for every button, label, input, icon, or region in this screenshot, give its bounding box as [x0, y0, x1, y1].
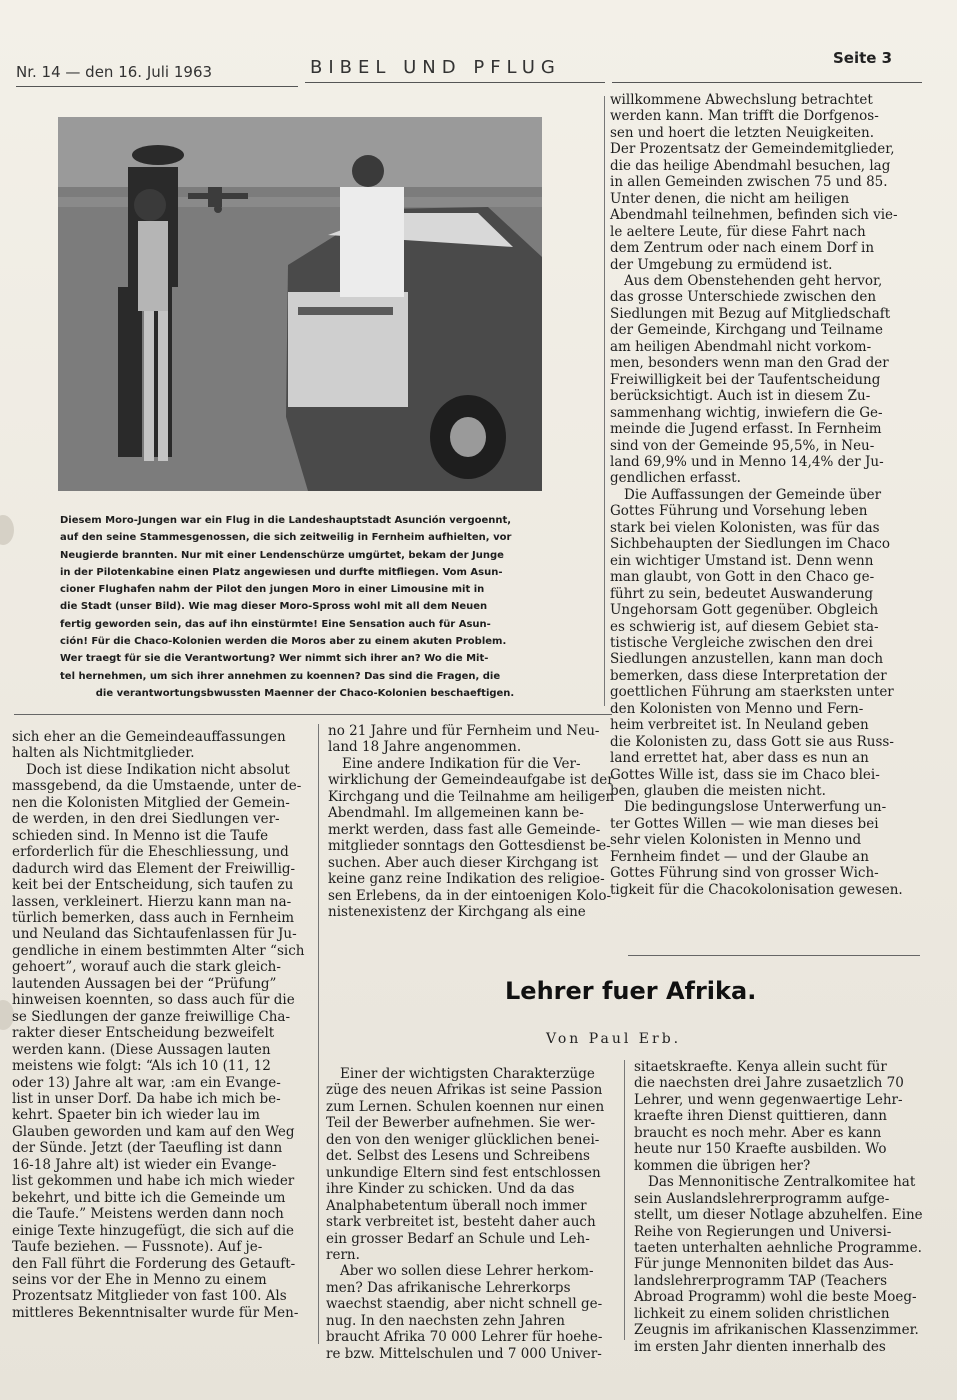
text-line: sich eher an die Gemeindeauffassungen: [12, 729, 286, 745]
text-line: rakter dieser Entscheidung bezweifelt: [12, 1025, 275, 1042]
text-line: Analphabetentum überall noch immer: [326, 1197, 587, 1214]
text-line: und Neuland das Sichtaufenlassen für Ju-: [12, 926, 297, 943]
text-line: Freiwilligkeit bei der Taufentscheidung: [610, 371, 881, 388]
article1-column-left: [12, 729, 310, 1321]
text-line: einige Texte hinzugefügt, die sich auf die: [12, 1222, 295, 1239]
text-line: Die bedingungslose Unterwerfung un-: [624, 799, 887, 816]
text-line: land errettet hat, aber dass es nun an: [610, 750, 869, 767]
text-line: lautenden Aussagen bei der “Prüfung”: [12, 975, 277, 992]
text-line: Gottes Wille ist, dass sie im Chaco blei-: [610, 766, 880, 783]
text-line: die das heilige Abendmahl besuchen, lag: [610, 157, 891, 174]
text-line: sehr vielen Kolonisten in Menno und: [610, 832, 862, 849]
text-line: 16-18 Jahre alt) ist wieder ein Evange-: [12, 1156, 277, 1173]
text-line: Der Prozentsatz der Gemeindemitglieder,: [610, 141, 895, 158]
text-line: Einer der wichtigsten Charakterzüge: [340, 1066, 595, 1082]
text-line: nen die Kolonisten Mitglied der Gemein-: [12, 794, 290, 811]
text-line: wirklichung der Gemeindeaufgabe ist der: [328, 772, 614, 789]
text-line: hinweisen koennten, so dass auch für die: [12, 992, 295, 1009]
article2-column-middle: [326, 1066, 614, 1362]
text-line: sen und hoert die letzten Neuigkeiten.: [610, 124, 875, 141]
text-line: in allen Gemeinden zwischen 75 und 85.: [610, 174, 888, 191]
text-line: Zeugnis im afrikanischen Klassenzimmer.: [634, 1322, 919, 1339]
caption-line: ción! Für die Chaco-Kolonien werden die Moros aber zu einem akuten Problem.: [60, 636, 507, 648]
text-line: tistische Vergleiche zwischen den drei: [610, 634, 873, 651]
issue-date: Nr. 14 — den 16. Juli 1963: [16, 63, 213, 81]
text-line: gendliche in einem bestimmten Alter “sich: [12, 942, 305, 959]
text-line: unkundige Eltern sind fest entschlossen: [326, 1164, 601, 1181]
text-line: sen Erlebens, da in der eintoenigen Kolo-: [328, 887, 612, 904]
text-line: gendlichen erfasst.: [610, 470, 741, 487]
text-line: willkommene Abwechslung betrachtet: [610, 92, 873, 108]
text-line: im ersten Jahr dienten innerhalb des: [634, 1338, 886, 1355]
text-line: men, besonders wenn man den Grad der: [610, 355, 889, 372]
text-line: die naechsten drei Jahre zusaetzlich 70: [634, 1075, 904, 1092]
text-line: keit bei der Entscheidung, sich taufen zu: [12, 877, 294, 894]
text-line: stark bei vielen Kolonisten, was für das: [610, 519, 880, 536]
text-line: suchen. Aber auch dieser Kirchgang ist: [328, 854, 599, 871]
caption-line: in der Pilotenkabine einen Platz angewiesen und durfte mitfliegen. Vom Asun-: [60, 566, 503, 578]
text-line: Aber wo sollen diese Lehrer herkom-: [340, 1263, 594, 1280]
text-line: Doch ist diese Indikation nicht absolut: [26, 761, 290, 778]
text-line: berücksichtigt. Auch ist in diesem Zu-: [610, 388, 871, 405]
text-line: bekehrt, und bitte ich die Gemeinde um: [12, 1189, 286, 1206]
text-line: land 18 Jahre angenommen.: [328, 739, 522, 756]
caption-separator-rule: [14, 714, 612, 715]
text-line: massgebend, da die Umstaende, unter de-: [12, 778, 302, 795]
caption-line: die Stadt (unser Bild). Wie mag dieser Moro-Spross wohl mit all dem Neuen: [60, 601, 488, 613]
text-line: ein grosser Bedarf an Schule und Leh-: [326, 1230, 590, 1247]
text-line: sitaetskraefte. Kenya allein sucht für: [634, 1059, 887, 1075]
text-line: bemerken, dass diese Interpretation der: [610, 667, 887, 684]
text-line: Abendmahl. Im allgemeinen kann be-: [328, 805, 584, 822]
text-line: stellt, um dieser Notlage abzuhelfen. Eine: [634, 1207, 923, 1224]
text-line: Ungehorsam Gott gegenüber. Obgleich: [610, 602, 879, 619]
text-line: Reihe von Regierungen und Universi-: [634, 1223, 892, 1240]
text-line: Taufe beziehen. — Fussnote). Auf je-: [12, 1239, 263, 1256]
text-line: Siedlungen mit Bezug auf Mitgliedschaft: [610, 305, 891, 322]
text-line: taeten unterhalten aehnliche Programme.: [634, 1239, 922, 1256]
article-title: Lehrer fuer Afrika.: [505, 977, 757, 1005]
text-line: Gottes Führung und Vorsehung leben: [610, 503, 868, 520]
text-line: Teil der Bewerber aufnehmen. Sie wer-: [326, 1115, 596, 1132]
text-line: land 69,9% und in Menno 14,4% der Ju-: [610, 453, 884, 470]
text-line: Prozentsatz Mitglieder von fast 100. Als: [12, 1288, 287, 1305]
text-line: kehrt. Spaeter bin ich wieder lau im: [12, 1107, 260, 1124]
text-line: gehoert”, worauf auch die stark gleich-: [12, 959, 281, 976]
caption-line: Diesem Moro-Jungen war ein Flug in die Landeshauptstadt Asunción vergoennt,: [60, 515, 512, 526]
text-line: kraefte ihren Dienst quittieren, dann: [634, 1108, 887, 1125]
text-line: Siedlungen anzustellen, kann man doch: [610, 651, 884, 668]
text-line: Abroad Programm) wohl die beste Moeg-: [634, 1289, 917, 1306]
text-line: mitglieder sonntags den Gottesdienst be-: [328, 838, 611, 855]
text-line: meistens wie folgt: “Als ich 10 (11, 12: [12, 1058, 271, 1075]
newspaper-title: BIBEL UND PFLUG: [310, 57, 561, 78]
text-line: schieden sind. In Menno ist die Taufe: [12, 827, 269, 844]
text-line: Aus dem Obenstehenden geht hervor,: [624, 272, 883, 289]
text-line: erforderlich für die Eheschliessung, und: [12, 844, 289, 861]
article-separator-rule: [628, 955, 920, 956]
photo-caption: [60, 512, 550, 702]
header-rule-center: [305, 82, 605, 83]
text-line: den von den weniger glücklichen benei-: [326, 1131, 600, 1148]
text-line: führt zu sein, bedeutet Auswanderung: [610, 585, 874, 602]
text-line: ein wichtiger Umstand ist. Denn wenn: [610, 552, 874, 569]
text-line: dem Zentrum oder nach einem Dorf in: [610, 240, 875, 257]
text-line: am heiligen Abendmahl nicht vorkom-: [610, 338, 872, 355]
text-line: der Sünde. Jetzt (der Taeufling ist dann: [12, 1140, 283, 1157]
text-line: es schwierig ist, auf diesem Gebiet sta-: [610, 618, 879, 635]
text-line: merkt werden, dass fast alle Gemeinde-: [328, 821, 601, 838]
text-line: den Fall führt die Forderung des Getauft-: [12, 1255, 296, 1272]
text-line: Sichbehaupten der Siedlungen im Chaco: [610, 536, 890, 553]
caption-line: tel hernehmen, um sich ihrer annehmen zu koennen? Das sind die Fragen, die: [60, 670, 501, 682]
text-line: sein Auslandslehrerprogramm aufge-: [634, 1190, 890, 1207]
caption-line: cioner Flughafen nahm der Pilot den jungen Moro in einer Limousine mit in: [60, 584, 485, 596]
caption-line: fertig geworden sein, das auf ihn einstürmte! Eine Sensation auch für Asun-: [60, 618, 491, 630]
text-line: Die Auffassungen der Gemeinde über: [624, 486, 882, 503]
text-line: list in unser Dorf. Da habe ich mich be-: [12, 1090, 281, 1107]
text-line: dadurch wird das Element der Freiwillig-: [12, 860, 296, 877]
text-line: Glauben geworden und kam auf den Weg: [12, 1123, 295, 1140]
text-line: de werden, in den drei Siedlungen ver-: [12, 811, 280, 828]
text-line: re bzw. Mittelschulen und 7 000 Univer-: [326, 1345, 602, 1362]
text-line: ihre Kinder zu schicken. Und da das: [326, 1181, 575, 1198]
text-line: ben, glauben die meisten nicht.: [610, 783, 826, 800]
text-line: kommen die übrigen her?: [634, 1157, 811, 1174]
text-line: braucht es noch mehr. Aber es kann: [634, 1124, 882, 1141]
text-line: stark verbreitet ist, besteht daher auch: [326, 1214, 596, 1231]
text-line: Lehrer, und wenn gegenwaertige Lehr-: [634, 1091, 903, 1108]
text-line: nug. In den naechsten zehn Jahren: [326, 1312, 565, 1329]
text-line: braucht Afrika 70 000 Lehrer für hoehe-: [326, 1329, 603, 1346]
article1-column-middle: [328, 723, 614, 920]
caption-line: Neugierde brannten. Nur mit einer Lendenschürze umgürtet, bekam der Junge: [60, 549, 504, 561]
text-line: waechst staendig, aber nicht schnell ge-: [326, 1296, 603, 1313]
news-photo: [58, 117, 542, 491]
text-line: Abendmahl teilnehmen, befinden sich vie-: [610, 207, 898, 224]
text-line: tigkeit für die Chacokolonisation gewesen.: [610, 881, 903, 898]
caption-line: die verantwortungsbwussten Maenner der Chaco-Kolonien beschaeftigen.: [95, 687, 515, 699]
text-line: Kirchgang und die Teilnahme am heiligen: [328, 788, 615, 805]
text-line: seins vor der Ehe in Menno zu einem: [12, 1271, 267, 1288]
article-byline: Von Paul Erb.: [546, 1031, 682, 1047]
article1-column-right: [610, 92, 920, 898]
text-line: meinde die Jugend erfasst. In Fernheim: [610, 421, 882, 438]
header-rule-right: [612, 82, 922, 83]
text-line: oder 13) Jahre alt war, :am ein Evange-: [12, 1074, 281, 1091]
page-number: Seite 3: [833, 49, 893, 67]
column-rule-3: [624, 1060, 625, 1340]
text-line: lassen, verkleinert. Hierzu kann man na-: [12, 893, 292, 910]
text-line: Das Mennonitische Zentralkomitee hat: [648, 1174, 916, 1191]
text-line: der Umgebung zu ermüdend ist.: [610, 256, 833, 273]
text-line: keine ganz reine Indikation des religioe-: [328, 871, 605, 888]
text-line: sammenhang wichtig, inwiefern die Ge-: [610, 404, 883, 421]
text-line: der Gemeinde, Kirchgang und Teilname: [610, 322, 884, 339]
header-rule-left: [16, 86, 298, 87]
text-line: den Kolonisten von Menno und Fern-: [610, 700, 864, 717]
text-line: rern.: [326, 1246, 360, 1263]
text-line: lichkeit zu einem soliden christlichen: [634, 1305, 890, 1322]
text-line: heute nur 150 Kraefte ausbilden. Wo: [634, 1141, 887, 1158]
text-line: züge des neuen Afrikas ist seine Passion: [326, 1082, 603, 1099]
text-line: men? Das afrikanische Lehrerkorps: [326, 1279, 571, 1296]
article2-column-right: [634, 1059, 923, 1355]
caption-line: auf den seine Stammesgenossen, die sich zeitweilig in Fernheim aufhielten, vor: [60, 532, 512, 544]
text-line: heim verbreitet ist. In Neuland geben: [610, 717, 869, 734]
text-line: die Kolonisten zu, dass Gott sie aus Russ-: [610, 733, 894, 750]
binder-hole-top: [0, 515, 14, 545]
text-line: no 21 Jahre und für Fernheim und Neu-: [328, 723, 600, 739]
text-line: goettlichen Führung am staerksten unter: [610, 684, 894, 701]
airport-scene-illustration: [58, 117, 542, 491]
text-line: landslehrerprogramm TAP (Teachers: [634, 1272, 888, 1289]
text-line: Für junge Mennoniten bildet das Aus-: [634, 1256, 894, 1273]
text-line: türlich bemerken, dass auch in Fernheim: [12, 909, 295, 926]
text-line: le aeltere Leute, für diese Fahrt nach: [610, 223, 866, 240]
text-line: zum Lernen. Schulen koennen nur einen: [326, 1098, 605, 1115]
text-line: ter Gottes Willen — wie man dieses bei: [610, 815, 879, 832]
text-line: nistenexistenz der Kirchgang als eine: [328, 903, 586, 920]
text-line: list gekommen und habe ich mich wieder: [12, 1173, 295, 1190]
text-line: werden kann. (Diese Aussagen lauten: [12, 1041, 271, 1058]
text-line: sind von der Gemeinde 95,5%, in Neu-: [610, 437, 875, 454]
text-line: Unter denen, die nicht am heiligen: [610, 190, 850, 207]
text-line: det. Selbst des Lesens und Schreibens: [326, 1148, 590, 1165]
text-line: das grosse Unterschiede zwischen den: [610, 289, 877, 306]
text-line: Gottes Führung sind von grosser Wich-: [610, 865, 879, 882]
column-rule-2: [604, 96, 605, 706]
text-line: Eine andere Indikation für die Ver-: [342, 755, 581, 772]
text-line: werden kann. Man trifft die Dorfgenos-: [610, 108, 879, 125]
text-line: se Siedlungen der ganze freiwillige Cha-: [12, 1008, 291, 1025]
text-line: man glaubt, von Gott in den Chaco ge-: [610, 569, 875, 586]
text-line: mittleres Bekenntnisalter wurde für Men-: [12, 1304, 299, 1321]
caption-line: Wer traegt für sie die Verantwortung? Wer nimmt sich ihrer an? Wo die Mit-: [60, 653, 489, 665]
text-line: halten als Nichtmitglieder.: [12, 745, 195, 762]
text-line: Fernheim findet — und der Glaube an: [610, 848, 869, 865]
column-rule-1: [318, 724, 319, 1344]
text-line: die Taufe.” Meistens werden dann noch: [12, 1206, 284, 1223]
